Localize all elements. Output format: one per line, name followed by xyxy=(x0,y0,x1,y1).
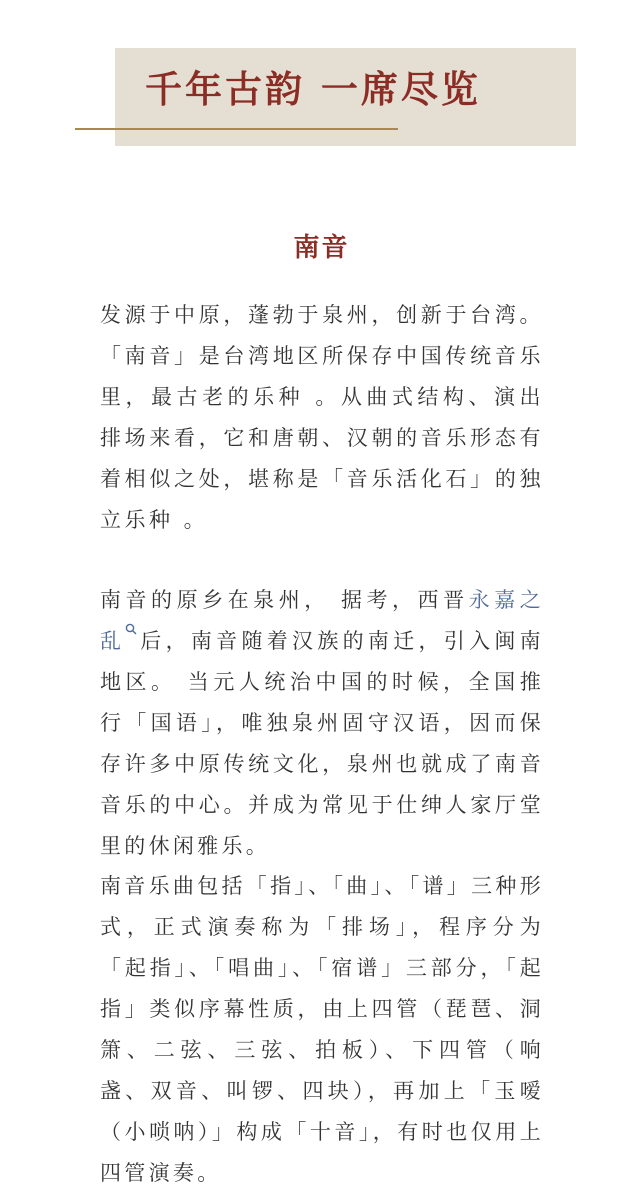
header-divider xyxy=(75,128,398,130)
search-icon[interactable] xyxy=(125,621,137,641)
yongjia-link[interactable]: 永嘉之乱 xyxy=(100,588,544,653)
paragraph-history-text-before: 南音的原乡在泉州， 据考，西晋 xyxy=(100,588,469,612)
paragraph-history-text-after: 后，南音随着汉族的南迁，引入闽南地区。 当元人统治中国的时候，全国推行「国语」，唯独泉州固守汉语，因而保存许多中原传统文化，泉州也就成了南音音乐的中心。并成为常见于仕绅人家厅堂里的休闲雅乐。 xyxy=(100,629,544,858)
paragraph-origin: 发源于中原，蓬勃于泉州，创新于台湾。「南音」是台湾地区所保存中国传统音乐里，最古老的乐种 。从曲式结构、演出排场来看，它和唐朝、汉朝的音乐形态有着相似之处，堪称是「音乐活化石」的独立乐种 。 xyxy=(100,303,544,532)
paragraph-forms: 南音乐曲包括「指」、「曲」、「谱」三种形式，正式演奏称为「排场」，程序分为「起指」、「唱曲」、「宿谱」三部分，「起指」类似序幕性质，由上四管（琵琶、洞箫、二弦、三弦、拍板）、下四管（响盏、双音、叫锣、四块），再加上「玉嗳（小唢呐）」构成「十音」，有时也仅用上四管演奏。 xyxy=(100,874,544,1185)
section-title: 南音 xyxy=(293,233,350,263)
header-title: 千年古韵 一席尽览 xyxy=(145,68,481,111)
paragraph-history xyxy=(100,580,544,867)
